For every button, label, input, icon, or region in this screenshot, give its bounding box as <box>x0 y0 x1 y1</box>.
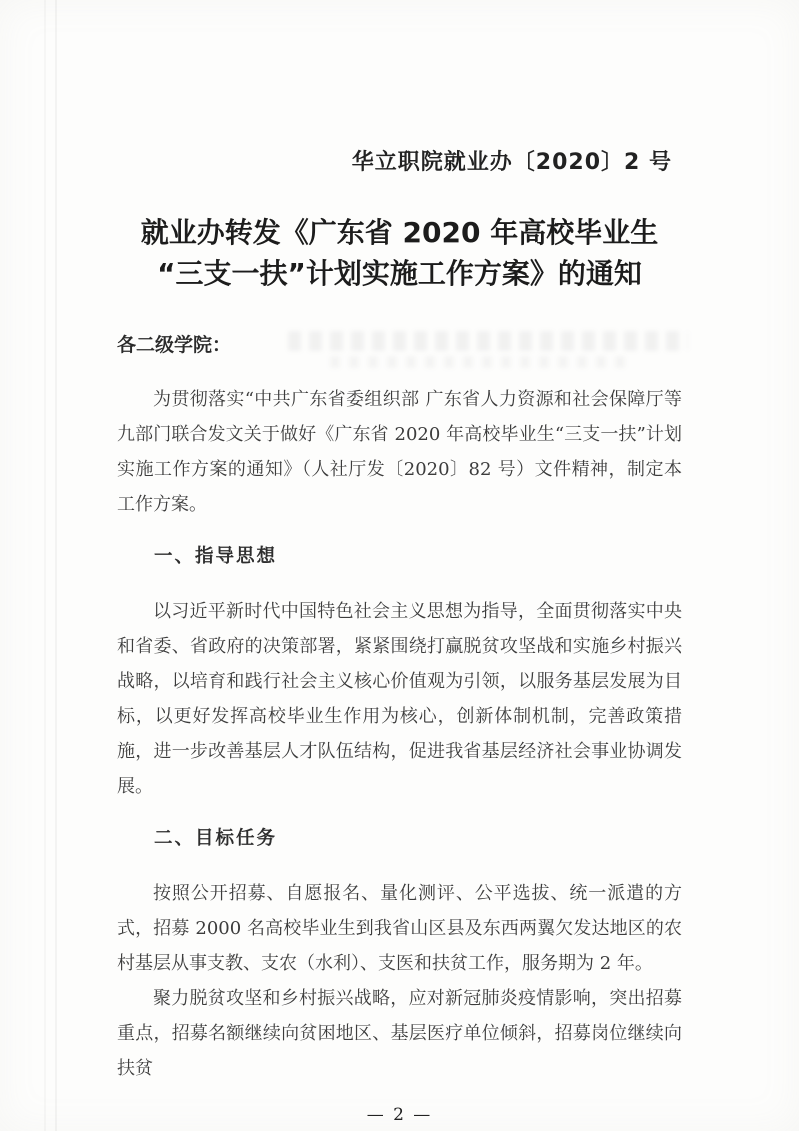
document-title <box>117 212 682 294</box>
section-2-paragraph-1: 按照公开招募、自愿报名、量化测评、公平选拔、统一派遣的方式，招募 2000 名高校毕业生到我省山区县及东西两翼欠发达地区的农村基层从事支教、支农（水利）、支医和扶贫工作，服务期为 2 年。 <box>117 883 682 974</box>
section-2-paragraph-2: 聚力脱贫攻坚和乡村振兴战略，应对新冠肺炎疫情影响，突出招募重点，招募名额继续向贫困地区、基层医疗单位倾斜，招募岗位继续向扶贫 <box>117 988 682 1079</box>
document-title-line-2: “三支一扶”计划实施工作方案》的通知 <box>157 257 642 290</box>
section-heading-1: 一、指导思想 <box>154 546 278 567</box>
scan-fold-line <box>55 0 57 1131</box>
intro-paragraph: 为贯彻落实“中共广东省委组织部 广东省人力资源和社会保障厅等九部门联合发文关于做好《广东省 2020 年高校毕业生“三支一扶”计划实施工作方案的通知》（人社厅发〔2020〕82 号）文件精神，制定本工作方案。 <box>117 389 682 515</box>
section-1-paragraph: 以习近平新时代中国特色社会主义思想为指导，全面贯彻落实中央和省委、省政府的决策部署，紧紧围绕打赢脱贫攻坚战和实施乡村振兴战略，以培育和践行社会主义核心价值观为引领，以服务基层发展为目标，以更好发挥高校毕业生作用为核心，创新体制机制，完善政策措施，进一步改善基层人才队伍结构，促进我省基层经济社会事业协调发展。 <box>117 601 682 797</box>
salutation: 各二级学院： <box>117 334 232 356</box>
scan-fold-line <box>44 0 46 1131</box>
document-content <box>117 0 682 1128</box>
document-title-line-1: 就业办转发《广东省 2020 年高校毕业生 <box>140 216 659 249</box>
document-number: 华立职院就业办〔2020〕2 号 <box>351 150 672 175</box>
page-number: — 2 — <box>366 1105 433 1125</box>
section-heading-2: 二、目标任务 <box>154 828 278 849</box>
